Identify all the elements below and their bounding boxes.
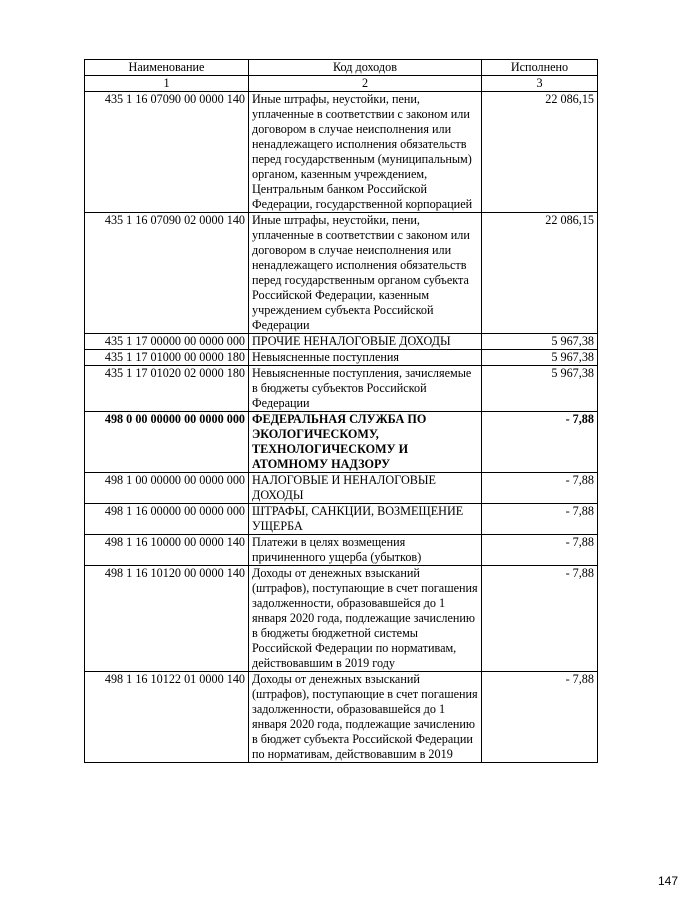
page-number: 147 [657, 874, 678, 888]
table-body [85, 92, 598, 763]
income-code: 435 1 16 07090 02 0000 140 [85, 213, 249, 334]
document-page [84, 59, 678, 888]
income-code: 498 1 16 10122 01 0000 140 [85, 672, 249, 763]
table-row [85, 504, 598, 535]
executed-amount: - 7,88 [482, 672, 598, 763]
executed-amount: 22 086,15 [482, 213, 598, 334]
executed-amount: 5 967,38 [482, 350, 598, 366]
table-row [85, 213, 598, 334]
header-name: Наименование [85, 60, 249, 76]
table-row [85, 350, 598, 366]
table-row [85, 672, 598, 763]
executed-amount: - 7,88 [482, 566, 598, 672]
income-name: Невыясненные поступления, зачисляемые в бюджеты субъектов Российской Федерации [249, 366, 482, 412]
income-code: 435 1 17 01020 02 0000 180 [85, 366, 249, 412]
income-name: Невыясненные поступления [249, 350, 482, 366]
income-code: 498 0 00 00000 00 0000 000 [85, 412, 249, 473]
income-name: Иные штрафы, неустойки, пени, уплаченные в соответствии с законом или договором в случае неисполнения или ненадлежащего исполнения обязательств перед государственным (муниципальным) органом, казенным учреждением, Центральным банком Российской Федерации, государственной корпорацией [249, 92, 482, 213]
table-row [85, 535, 598, 566]
column-number-3: 3 [482, 76, 598, 92]
column-number-2: 2 [249, 76, 482, 92]
table-row [85, 334, 598, 350]
column-number-row [85, 76, 598, 92]
column-number-1: 1 [85, 76, 249, 92]
income-name: НАЛОГОВЫЕ И НЕНАЛОГОВЫЕ ДОХОДЫ [249, 473, 482, 504]
executed-amount: 5 967,38 [482, 334, 598, 350]
income-code: 498 1 00 00000 00 0000 000 [85, 473, 249, 504]
income-code: 435 1 17 01000 00 0000 180 [85, 350, 249, 366]
income-code: 498 1 16 10120 00 0000 140 [85, 566, 249, 672]
income-name: Иные штрафы, неустойки, пени, уплаченные в соответствии с законом или договором в случае неисполнения или ненадлежащего исполнения обязательств перед государственным органом субъекта Российской Федерации, казенным учреждением субъекта Российской Федерации [249, 213, 482, 334]
income-name: ФЕДЕРАЛЬНАЯ СЛУЖБА ПО ЭКОЛОГИЧЕСКОМУ, ТЕХНОЛОГИЧЕСКОМУ И АТОМНОМУ НАДЗОРУ [249, 412, 482, 473]
header-row [85, 60, 598, 76]
income-name: Доходы от денежных взысканий (штрафов), поступающие в счет погашения задолженности, образовавшейся до 1 января 2020 года, подлежащие зачислению в бюджет субъекта Российской Федерации по нормативам, действовавшим в 2019 [249, 672, 482, 763]
income-name: Платежи в целях возмещения причиненного ущерба (убытков) [249, 535, 482, 566]
income-code: 498 1 16 10000 00 0000 140 [85, 535, 249, 566]
executed-amount: 22 086,15 [482, 92, 598, 213]
executed-amount: - 7,88 [482, 535, 598, 566]
table-row [85, 412, 598, 473]
header-code: Код доходов [249, 60, 482, 76]
table-row [85, 92, 598, 213]
income-code: 498 1 16 00000 00 0000 000 [85, 504, 249, 535]
executed-amount: - 7,88 [482, 504, 598, 535]
income-name: ШТРАФЫ, САНКЦИИ, ВОЗМЕЩЕНИЕ УЩЕРБА [249, 504, 482, 535]
table-row [85, 566, 598, 672]
income-table [84, 59, 598, 763]
table-row [85, 473, 598, 504]
table-row [85, 366, 598, 412]
income-name: ПРОЧИЕ НЕНАЛОГОВЫЕ ДОХОДЫ [249, 334, 482, 350]
income-code: 435 1 16 07090 00 0000 140 [85, 92, 249, 213]
executed-amount: - 7,88 [482, 473, 598, 504]
header-executed: Исполнено [482, 60, 598, 76]
executed-amount: 5 967,38 [482, 366, 598, 412]
income-name: Доходы от денежных взысканий (штрафов), поступающие в счет погашения задолженности, образовавшейся до 1 января 2020 года, подлежащие зачислению в бюджеты бюджетной системы Российской Федерации по нормативам, действовавшим в 2019 году [249, 566, 482, 672]
executed-amount: - 7,88 [482, 412, 598, 473]
income-code: 435 1 17 00000 00 0000 000 [85, 334, 249, 350]
